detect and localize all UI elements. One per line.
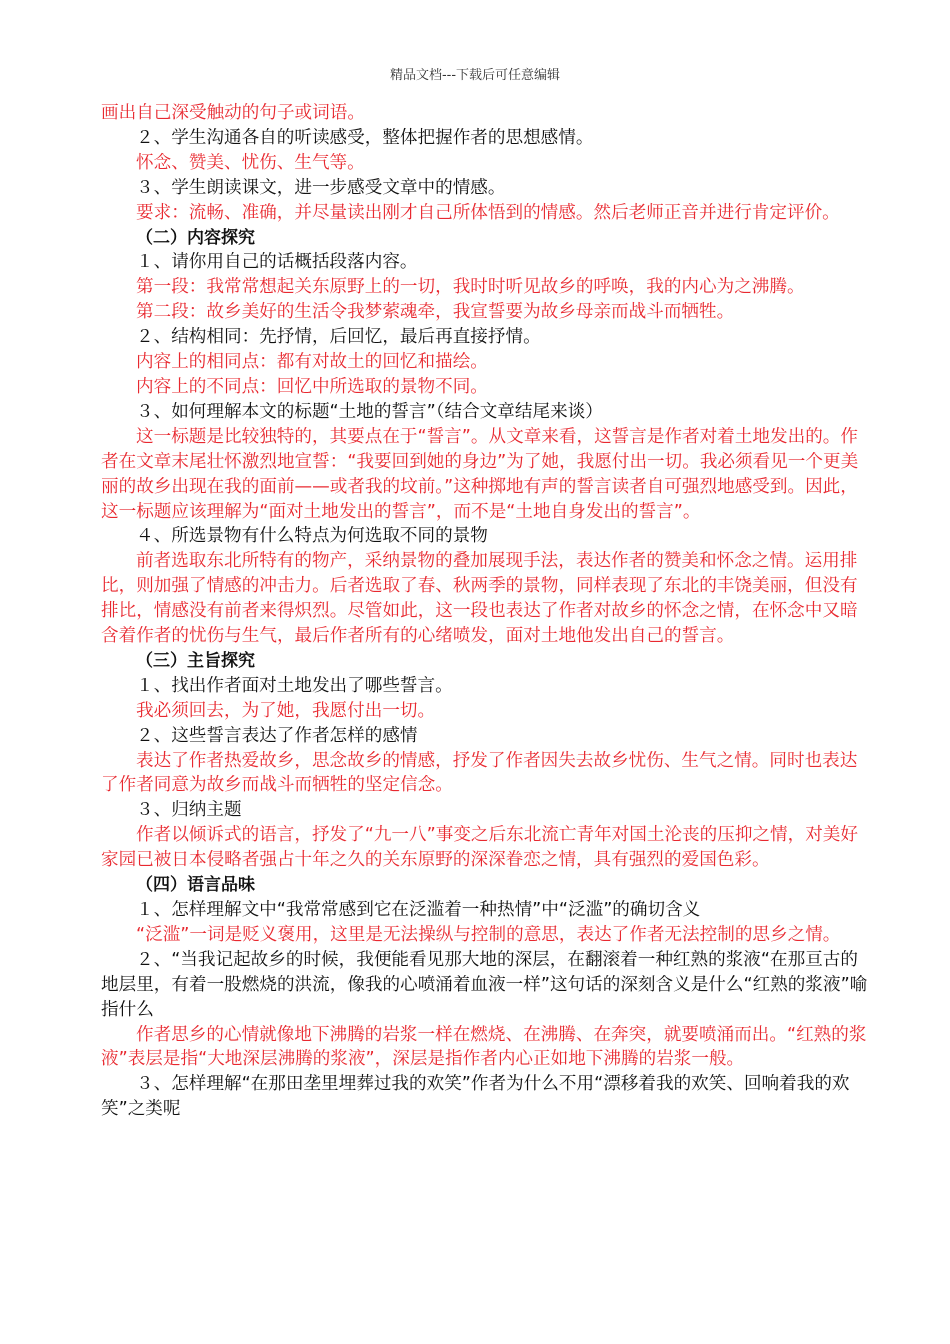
answer-paragraph: 内容上的相同点：都有对故土的回忆和描绘。	[136, 352, 488, 373]
question-paragraph: ２、结构相同：先抒情，后回忆，最后再直接抒情。	[136, 327, 541, 348]
answer-paragraph: 要求：流畅、准确，并尽量读出刚才自己所体悟到的情感。然后老师正音并进行肯定评价。	[136, 202, 840, 223]
section-heading: （三）主旨探究	[136, 650, 255, 671]
question-paragraph: ２、“当我记起故乡的时候，我便能看见那大地的深层，在翻滚着一种红熟的浆液“在那亘古的地层里，有着一股燃烧的洪流，像我的心喷涌着血液一样”这句话的深刻含义是什么“红熟的浆液”喻指什么	[101, 949, 868, 1020]
answer-paragraph: 作者思乡的心情就像地下沸腾的岩浆一样在燃烧、在沸腾、在奔突，就要喷涌而出。“红熟的浆液”表层是指“大地深层沸腾的浆液”，深层是指作者内心正如地下沸腾的岩浆一般。	[101, 1024, 867, 1070]
document-body	[101, 101, 869, 1122]
question-paragraph: ２、这些誓言表达了作者怎样的感情	[136, 725, 418, 746]
question-paragraph: ３、如何理解本文的标题“土地的誓言”（结合文章结尾来谈）	[136, 401, 603, 422]
question-paragraph: ３、怎样理解“在那田垄里埋葬过我的欢笑”作者为什么不用“漂移着我的欢笑、回响着我的欢笑”之类呢	[101, 1074, 850, 1120]
question-paragraph: １、请你用自己的话概括段落内容。	[136, 252, 418, 273]
question-paragraph: ３、归纳主题	[136, 800, 242, 821]
answer-paragraph: 我必须回去，为了她，我愿付出一切。	[136, 700, 436, 721]
answer-paragraph: “泛滥”一词是贬义褒用，这里是无法操纵与控制的意思，表达了作者无法控制的思乡之情。	[136, 924, 841, 945]
answer-paragraph: 第一段：我常常想起关东原野上的一切，我时时听见故乡的呼唤，我的内心为之沸腾。	[136, 277, 805, 298]
answer-paragraph: 这一标题是比较独特的，其要点在于“誓言”。从文章来看，这誓言是作者对着土地发出的。作者在文章末尾壮怀激烈地宣誓：“我要回到她的身边”为了她，我愿付出一切。我必须看见一个更美丽的故乡出现在我的面前——或者我的坟前。”这种掷地有声的誓言读者自可强烈地感受到。因此，这一标题应该理解为“面对土地发出的誓言”，而不是“土地自身发出的誓言”。	[101, 426, 859, 522]
answer-paragraph: 前者选取东北所特有的物产，采纳景物的叠加展现手法，表达作者的赞美和怀念之情。运用排比，则加强了情感的冲击力。后者选取了春、秋两季的景物，同样表现了东北的丰饶美丽，但没有排比，情感没有前者来得炽烈。尽管如此，这一段也表达了作者对故乡的怀念之情，在怀念中又暗含着作者的忧伤与生气，最后作者所有的心绪喷发，面对土地他发出自己的誓言。	[101, 551, 858, 647]
answer-paragraph: 表达了作者热爱故乡，思念故乡的情感，抒发了作者因失去故乡忧伤、生气之情。同时也表达了作者同意为故乡而战斗而牺牲的坚定信念。	[101, 750, 858, 796]
section-heading: （四）语言品味	[136, 875, 255, 896]
answer-paragraph: 作者以倾诉式的语言，抒发了“九一八”事变之后东北流亡青年对国土沦丧的压抑之情，对美好家园已被日本侵略者强占十年之久的关东原野的深深眷恋之情，具有强烈的爱国色彩。	[101, 825, 858, 871]
answer-paragraph: 怀念、赞美、忧伤、生气等。	[136, 152, 365, 173]
answer-paragraph: 内容上的不同点：回忆中所选取的景物不同。	[136, 376, 488, 397]
question-paragraph: １、怎样理解文中“我常常感到它在泛滥着一种热情”中“泛滥”的确切含义	[136, 900, 701, 920]
page-header: 精品文档---下载后可任意编辑	[389, 68, 561, 83]
question-paragraph: ２、学生沟通各自的听读感受，整体把握作者的思想感情。	[136, 127, 594, 148]
question-paragraph: ４、所选景物有什么特点为何选取不同的景物	[136, 526, 488, 547]
answer-paragraph: 第二段：故乡美好的生活令我梦萦魂牵，我宣誓要为故乡母亲而战斗而牺牲。	[136, 302, 735, 323]
section-heading: （二）内容探究	[136, 227, 255, 248]
answer-paragraph: 画出自己深受触动的句子或词语。	[101, 103, 365, 123]
question-paragraph: ３、学生朗读课文，进一步感受文章中的情感。	[136, 177, 506, 198]
question-paragraph: １、找出作者面对土地发出了哪些誓言。	[136, 675, 453, 696]
